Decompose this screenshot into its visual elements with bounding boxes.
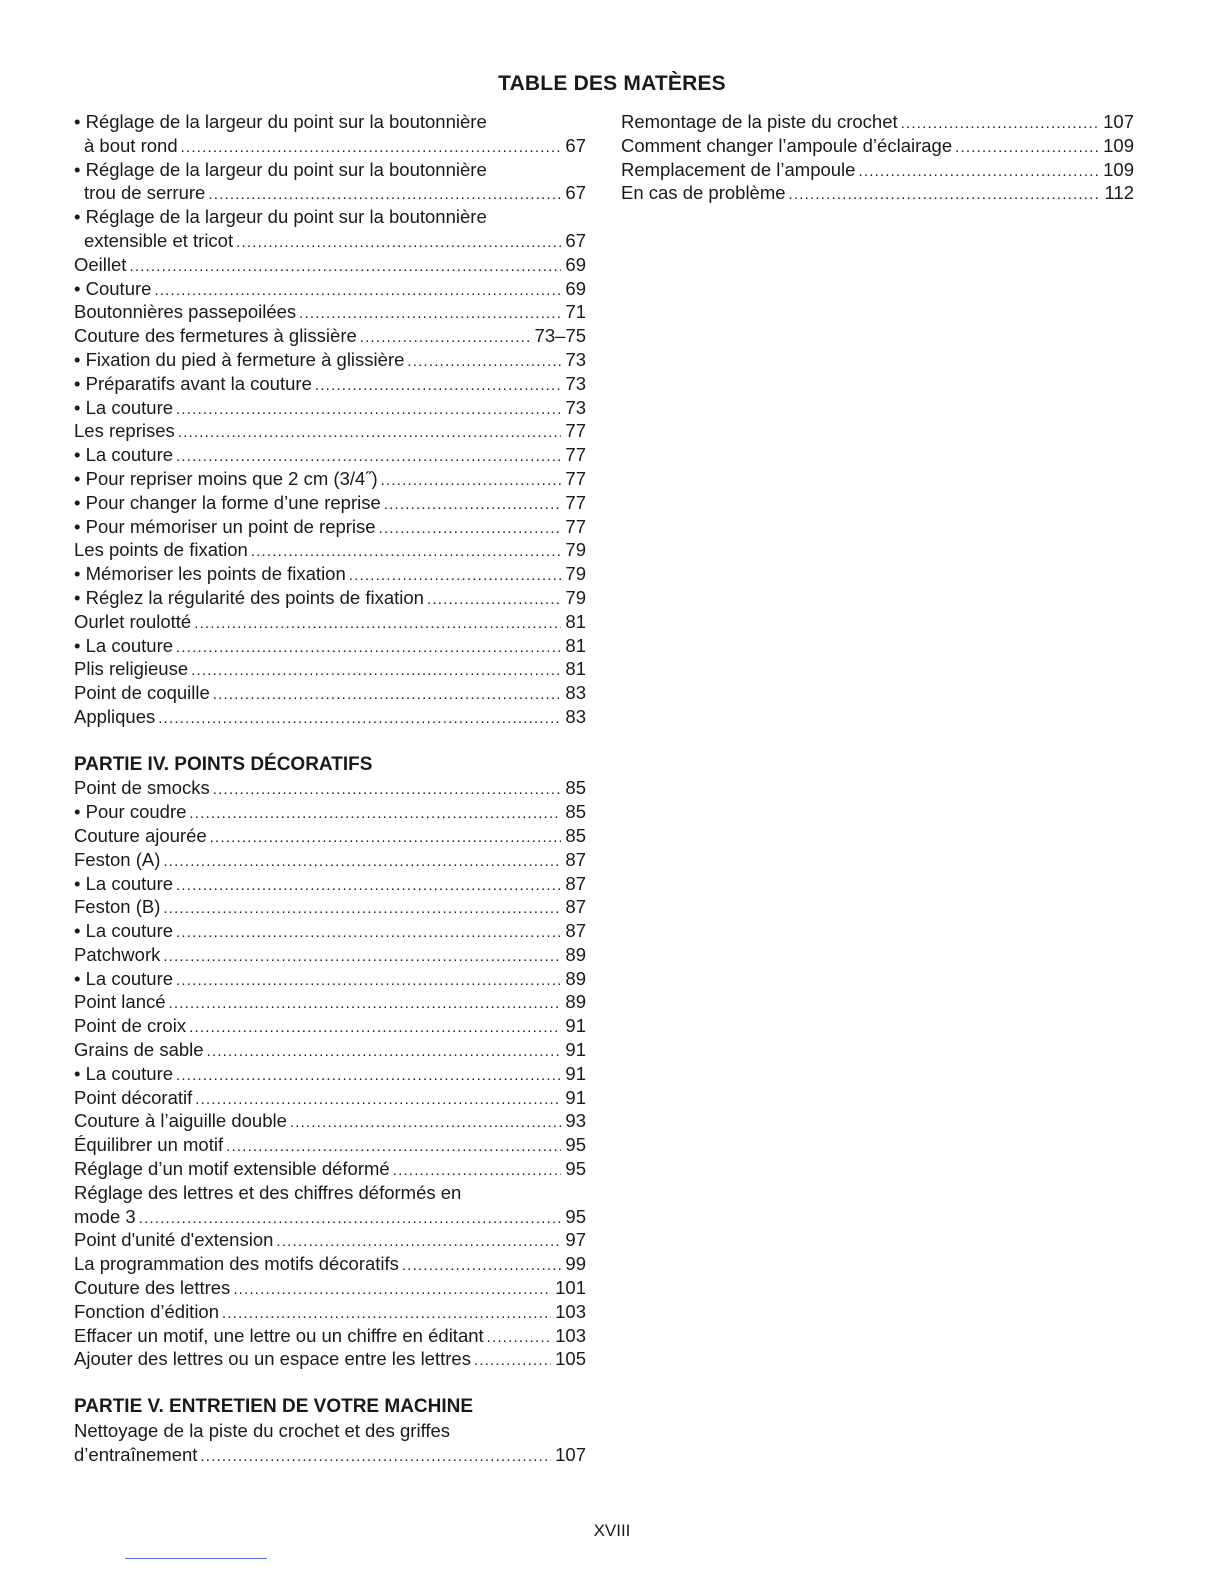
toc-entry [74,467,586,491]
toc-entry [74,419,586,443]
toc-entry [74,1133,586,1157]
toc-entry-title: Point d'unité d'extension [74,1229,274,1251]
toc-entry-title: Point décoratif [74,1086,193,1108]
toc-dot-leader [427,588,561,610]
toc-dot-leader [213,683,562,705]
toc-right-entries [621,110,1134,205]
toc-line [74,419,586,443]
toc-line [74,967,586,991]
toc-line [621,181,1134,205]
toc-entry-page: 95 [565,1205,586,1227]
toc-entry-page: 73–75 [534,325,586,347]
toc-entry [74,705,586,729]
section-spacer [74,729,586,753]
toc-line [74,824,586,848]
toc-entry-page: 71 [565,301,586,323]
toc-line [74,538,586,562]
toc-entry [74,253,586,277]
toc-entry [74,324,586,348]
toc-entry [74,681,586,705]
toc-entry [74,1347,586,1371]
toc-dot-leader [154,279,561,301]
toc-line [74,705,586,729]
toc-entry [621,158,1134,182]
toc-entry-page: 99 [565,1253,586,1275]
toc-line [74,1038,586,1062]
toc-line [621,134,1134,158]
toc-entry-page: 107 [555,1443,586,1465]
toc-line [74,586,586,610]
toc-dot-leader [163,897,561,919]
toc-dot-leader [402,1254,561,1276]
toc-entry-title: Les points de fixation [74,539,248,561]
toc-entry-title: Réglage d’un motif extensible déformé [74,1158,390,1180]
toc-dot-leader [210,826,562,848]
toc-entry-page: 95 [565,1158,586,1180]
toc-line [74,1228,586,1252]
toc-entry-page: 79 [565,539,586,561]
toc-line [74,1252,586,1276]
toc-entry-title: Point de coquille [74,682,210,704]
toc-line [74,943,586,967]
toc-entry-wrapped [74,205,586,253]
toc-line [74,491,586,515]
toc-entry-title: Oeillet [74,253,127,275]
toc-line [74,396,586,420]
toc-right-column [621,110,1134,205]
toc-entry-page: 77 [565,420,586,442]
toc-entry [74,895,586,919]
toc-entry [74,1086,586,1110]
toc-entry-page: 91 [565,1015,586,1037]
toc-dot-leader [290,1111,562,1133]
section-heading-partie-v: PARTIE V. ENTRETIEN DE VOTRE MACHINE [74,1396,474,1418]
toc-entry [74,562,586,586]
toc-entry-page: 89 [565,967,586,989]
page-number: XVIII [593,1521,631,1540]
toc-entry-title: • Pour coudre [74,801,187,823]
toc-entry [74,943,586,967]
toc-entry-page: 89 [565,991,586,1013]
toc-dot-leader [129,255,561,277]
toc-entry [74,396,586,420]
toc-entry-wrapped [74,158,586,206]
toc-entry-page: 87 [565,872,586,894]
toc-entry-title: • La couture [74,444,174,466]
toc-entry-title: • Réglez la régularité des points de fixation [74,586,424,608]
toc-dot-leader [191,659,561,681]
toc-entry-title: Grains de sable [74,1039,204,1061]
toc-section-5-wrapped [74,1419,586,1467]
toc-dot-leader [858,160,1099,182]
toc-line [74,1062,586,1086]
toc-dot-leader [158,707,561,729]
toc-entry-title-line1: Nettoyage de la piste du crochet et des griffes [74,1419,451,1441]
toc-dot-leader [487,1326,551,1348]
toc-entry-page: 85 [565,777,586,799]
toc-line [74,872,586,896]
toc-entry [74,967,586,991]
toc-entry [74,872,586,896]
toc-entry-page: 77 [565,515,586,537]
toc-entry [621,181,1134,205]
toc-entry-page: 83 [565,682,586,704]
toc-entry-page: 79 [565,586,586,608]
toc-entry-title: Remplacement de l’ampoule [621,158,856,180]
toc-intro-group [74,110,586,253]
toc-entry-page: 81 [565,658,586,680]
toc-dot-leader [163,850,561,872]
toc-entry-page: 109 [1103,134,1134,156]
toc-dot-leader [189,1016,561,1038]
toc-dot-leader [176,1064,561,1086]
toc-dot-leader [236,231,561,253]
toc-entry-title: • Couture [74,277,152,299]
toc-entry-page: 91 [565,1062,586,1084]
toc-line [74,562,586,586]
toc-entry-page: 77 [565,491,586,513]
toc-entry [74,1324,586,1348]
toc-entry-page: 67 [565,134,586,156]
toc-entry [74,300,586,324]
toc-dot-leader [200,1445,551,1467]
toc-entry [74,538,586,562]
toc-entry-wrapped [74,110,586,158]
toc-entry-title-line1: Réglage des lettres et des chiffres déformés en [74,1181,462,1203]
toc-entry-title: mode 3 [74,1205,136,1227]
toc-entry-title: Effacer un motif, une lettre ou un chiffre en éditant [74,1324,484,1346]
toc-line [74,467,586,491]
toc-entry-page: 69 [565,253,586,275]
toc-dot-leader [315,374,562,396]
toc-line [74,300,586,324]
toc-entry-page: 97 [565,1229,586,1251]
toc-entry [74,634,586,658]
toc-entry-title-line1: • Réglage de la largeur du point sur la boutonnière [74,111,487,132]
toc-entry [74,1062,586,1086]
toc-entry-title: Point de smocks [74,777,210,799]
toc-dot-leader [208,183,561,205]
toc-line [74,1324,586,1348]
toc-entry [74,277,586,301]
toc-entry [621,110,1134,134]
toc-dot-leader [349,564,562,586]
toc-entry [74,443,586,467]
toc-entry-title: Couture ajourée [74,824,207,846]
toc-entry-page: 107 [1103,111,1134,132]
toc-entry-title: La programmation des motifs décoratifs [74,1253,399,1275]
toc-dot-leader [176,874,561,896]
toc-entry [74,800,586,824]
toc-dot-leader [176,398,561,420]
toc-entry-title: • La couture [74,920,174,942]
toc-line [74,776,586,800]
toc-entry-title: • Pour changer la forme d’une reprise [74,491,381,513]
toc-entry [74,372,586,396]
toc-left-column [74,110,586,1466]
toc-dot-leader [222,1302,551,1324]
toc-line [74,919,586,943]
toc-entry-page: 81 [565,634,586,656]
toc-dot-leader [251,540,562,562]
toc-line [74,229,586,253]
toc-entry [74,610,586,634]
toc-entry [74,824,586,848]
toc-entry-title: • La couture [74,634,174,656]
toc-entry [74,1157,586,1181]
toc-dot-leader [381,469,562,491]
toc-dot-leader [393,1159,562,1181]
toc-entry-title: • La couture [74,967,174,989]
toc-entry [74,491,586,515]
toc-dot-leader [384,493,562,515]
toc-entry [74,348,586,372]
toc-dot-leader [233,1278,551,1300]
toc-entry-title: d’entraînement [74,1443,198,1465]
toc-line [74,848,586,872]
toc-line [74,895,586,919]
toc-entry-title: Ourlet roulotté [74,610,192,632]
toc-dot-leader [299,302,561,324]
toc-entry [74,1228,586,1252]
toc-entry-page: 67 [565,182,586,204]
toc-entry-page: 112 [1104,182,1134,204]
toc-line [74,1014,586,1038]
toc-dot-leader [901,112,1099,134]
toc-line [74,277,586,301]
toc-entry [74,990,586,1014]
toc-section-4-entries-b [74,1228,586,1371]
toc-entry-title: Patchwork [74,943,161,965]
toc-line [74,443,586,467]
toc-entry-page: 91 [565,1039,586,1061]
toc-dot-leader [176,969,561,991]
toc-entry-title: Les reprises [74,420,175,442]
toc-entry-title: Couture des fermetures à glissière [74,325,357,347]
toc-entry-page: 67 [565,229,586,251]
toc-line [74,681,586,705]
toc-entry [74,1109,586,1133]
toc-entry-title: • La couture [74,1062,174,1084]
toc-entry-page: 85 [565,801,586,823]
toc-entry-title: Plis religieuse [74,658,189,680]
toc-line [74,634,586,658]
toc-entry-title: • Mémoriser les points de fixation [74,563,346,585]
toc-entry [74,657,586,681]
toc-line [74,372,586,396]
toc-entry-page: 79 [565,563,586,585]
toc-entry-page: 85 [565,824,586,846]
toc-entry [74,1276,586,1300]
toc-entry [74,776,586,800]
toc-entry-title: • Pour repriser moins que 2 cm (3/4˝) [74,467,378,489]
toc-entry-title: Appliques [74,705,156,727]
toc-entry-page: 103 [555,1300,586,1322]
toc-entry-page: 73 [565,348,586,370]
section-spacer [74,1371,586,1395]
toc-entry-title: Point de croix [74,1015,187,1037]
toc-entry [621,134,1134,158]
toc-line [74,990,586,1014]
toc-entry-title: Boutonnières passepoilées [74,301,297,323]
toc-line [74,1109,586,1133]
toc-entry-page: 95 [565,1134,586,1156]
toc-line [74,253,586,277]
toc-entry-title: Feston (B) [74,896,161,918]
toc-dot-leader [379,517,562,539]
toc-group-a [74,253,586,729]
toc-dot-leader [360,326,531,348]
toc-line [74,1443,586,1467]
toc-section-4-wrapped [74,1181,586,1229]
toc-line [74,348,586,372]
toc-line [74,1276,586,1300]
toc-entry-title: En cas de problème [621,182,786,204]
toc-dot-leader [226,1135,561,1157]
toc-entry-title: Ajouter des lettres ou un espace entre les lettres [74,1348,471,1370]
toc-entry-page: 109 [1103,158,1134,180]
toc-line [74,1300,586,1324]
toc-dot-leader [139,1207,562,1229]
toc-section-4-entries [74,776,586,1181]
toc-entry [74,1038,586,1062]
toc-entry-title-line1: • Réglage de la largeur du point sur la boutonnière [74,206,487,228]
toc-line [74,800,586,824]
toc-entry-page: 87 [565,848,586,870]
toc-dot-leader [169,992,562,1014]
toc-entry [74,515,586,539]
toc-dot-leader [176,445,561,467]
toc-entry-title: Point lancé [74,991,166,1013]
toc-entry-page: 73 [565,396,586,418]
toc-dot-leader [163,945,561,967]
toc-dot-leader [194,612,561,634]
toc-line [74,515,586,539]
toc-entry-title: • Pour mémoriser un point de reprise [74,515,376,537]
toc-entry-title: • La couture [74,396,174,418]
toc-dot-leader [181,136,562,158]
toc-entry-title: Équilibrer un motif [74,1134,224,1156]
toc-entry-wrapped [74,1181,586,1229]
toc-dot-leader [195,1088,561,1110]
toc-dot-leader [176,921,561,943]
toc-entry [74,586,586,610]
toc-entry-title: Fonction d’édition [74,1300,220,1322]
toc-entry-page: 69 [565,277,586,299]
toc-line [74,1086,586,1110]
toc-entry [74,1014,586,1038]
toc-entry-page: 89 [565,943,586,965]
toc-entry-title: trou de serrure [84,182,206,204]
toc-entry-title: • Préparatifs avant la couture [74,372,312,394]
toc-entry-title: Couture à l’aiguille double [74,1110,287,1132]
toc-dot-leader [176,636,561,658]
toc-dot-leader [474,1349,551,1371]
toc-line [74,1347,586,1371]
toc-entry-title: Couture des lettres [74,1277,231,1299]
toc-dot-leader [189,802,561,824]
toc-line [74,181,586,205]
toc-entry-page: 77 [565,467,586,489]
toc-dot-leader [276,1230,561,1252]
toc-entry-page: 77 [565,444,586,466]
toc-entry [74,848,586,872]
toc-entry-title: • Fixation du pied à fermeture à glissière [74,348,405,370]
toc-entry-page: 87 [565,896,586,918]
toc-entry-page: 105 [555,1348,586,1370]
toc-line [621,110,1134,134]
toc-entry-title: Remontage de la piste du crochet [621,111,898,132]
toc-entry-page: 83 [565,705,586,727]
toc-entry [74,919,586,943]
toc-dot-leader [407,350,561,372]
toc-line [74,657,586,681]
toc-entry-wrapped [74,1419,586,1467]
toc-dot-leader [955,136,1099,158]
toc-entry [74,1300,586,1324]
toc-entry-page: 93 [565,1110,586,1132]
toc-line [621,158,1134,182]
toc-entry-title: Feston (A) [74,848,161,870]
footnote-rule [125,1558,267,1559]
toc-entry-page: 91 [565,1086,586,1108]
toc-dot-leader [207,1040,562,1062]
page-title: TABLE DES MATÈRES [498,72,726,95]
toc-entry-title: extensible et tricot [84,229,234,251]
toc-entry [74,1252,586,1276]
toc-entry-title: Comment changer l’ampoule d’éclairage [621,134,953,156]
toc-entry-page: 87 [565,920,586,942]
toc-dot-leader [213,778,562,800]
toc-dot-leader [789,183,1101,205]
toc-line [74,1133,586,1157]
toc-entry-title-line1: • Réglage de la largeur du point sur la boutonnière [74,158,487,180]
toc-line [74,1205,586,1229]
section-heading-partie-iv: PARTIE IV. POINTS DÉCORATIFS [74,753,373,775]
toc-line [74,134,586,158]
toc-entry-page: 81 [565,610,586,632]
toc-dot-leader [178,421,562,443]
toc-entry-title: à bout rond [84,134,178,156]
toc-line [74,324,586,348]
toc-entry-title: • La couture [74,872,174,894]
toc-line [74,610,586,634]
toc-entry-page: 73 [565,372,586,394]
toc-entry-page: 103 [555,1324,586,1346]
toc-line [74,1157,586,1181]
toc-entry-page: 101 [555,1277,586,1299]
